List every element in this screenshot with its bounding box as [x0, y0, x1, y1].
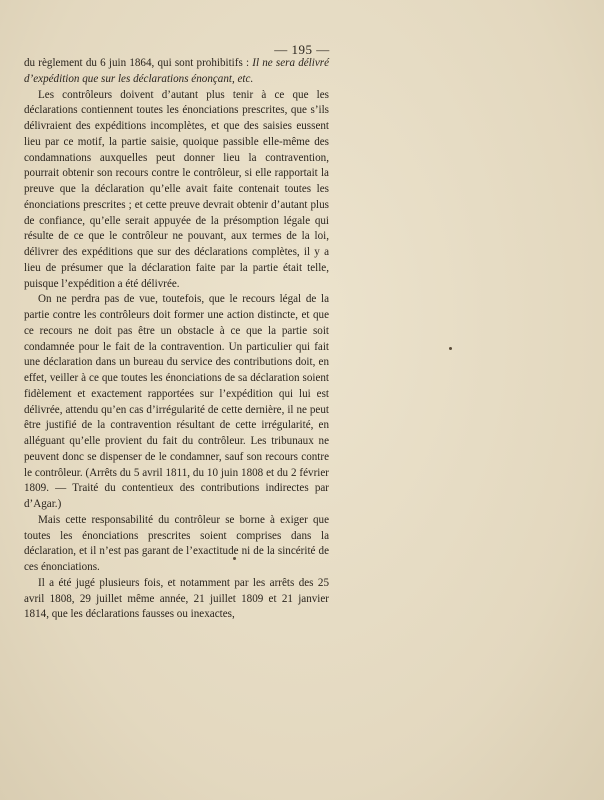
page-number: — 195 — [274, 42, 330, 57]
paragraph-2: Les contrôleurs doivent d’autant plus tenir à ce que les déclarations contiennent toutes les énonciations prescrites, que s’ils délivraient des expéditions incomplètes, et que des saisies eussent lieu par ce motif, la partie saisie, quoique passible elle-même des condamnations auxquelles peut donner lieu la contravention, pourrait obtenir son recours contre le contrôleur, si elle rapportait la preuve que la déclaration qu’elle avait faite contenait toutes les énonciations prescrites ; et cette preuve devrait obtenir d’autant plus de confiance, qu’elle serait appuyée de la présomption légale qui résulte de ce que le contrôleur ne pouvant, aux termes de la loi, délivrer des expéditions que sur des déclarations complètes, il y a lieu de présumer que la déclaration faite par la partie était telle, puisque l’expédition a été délivrée. [24, 88, 329, 290]
paragraph-4: Mais cette responsabilité du contrôleur se borne à exiger que toutes les énonciations prescrites soient comprises dans la déclaration, et il n’est pas garant de l’exactitude ni de la sincérité de ces énonciations. [24, 513, 329, 573]
paragraph-1-text: du règlement du 6 juin 1864, qui sont prohibitifs : [24, 57, 253, 69]
paragraph-3: On ne perdra pas de vue, toutefois, que le recours légal de la partie contre les contrôleurs doit former une action distincte, et que ce recours ne doit pas être un obstacle à ce que la partie soit condamnée pour le fait de la contravention. Un particulier qui fait une déclaration dans un bureau du service des contributions doit, en effet, veiller à ce que toutes les énonciations de sa déclaration soient fidèlement et exactement rapportées sur l’expédition qui lui est délivrée, attendu qu’en cas d’irrégularité de cette dernière, il ne peut être justifié de la contravention résultant de cette irrégularité, en alléguant qu’elle provient du fait du contrôleur. Les tribunaux ne peuvent donc se dispenser de le condamner, sauf son recours contre le contrôleur. (Arrêts du 5 avril 1811, du 10 juin 1808 et du 2 février 1809. — Traité du contentieux des contributions indirectes par d’Agar.) [24, 293, 329, 510]
paragraph-5: Il a été jugé plusieurs fois, et notamment par les arrêts des 25 avril 1808, 29 juillet même année, 21 juillet 1809 et 21 janvier 1814, que les déclarations fausses ou inexactes, [24, 576, 329, 621]
paragraph-1-italic: Il ne sera délivré d’expédition que sur les déclarations énonçant, etc. [24, 57, 329, 85]
body-text [24, 56, 329, 623]
paper-speck [449, 347, 452, 350]
paragraph-1 [24, 56, 329, 88]
paper-speck [233, 557, 236, 560]
